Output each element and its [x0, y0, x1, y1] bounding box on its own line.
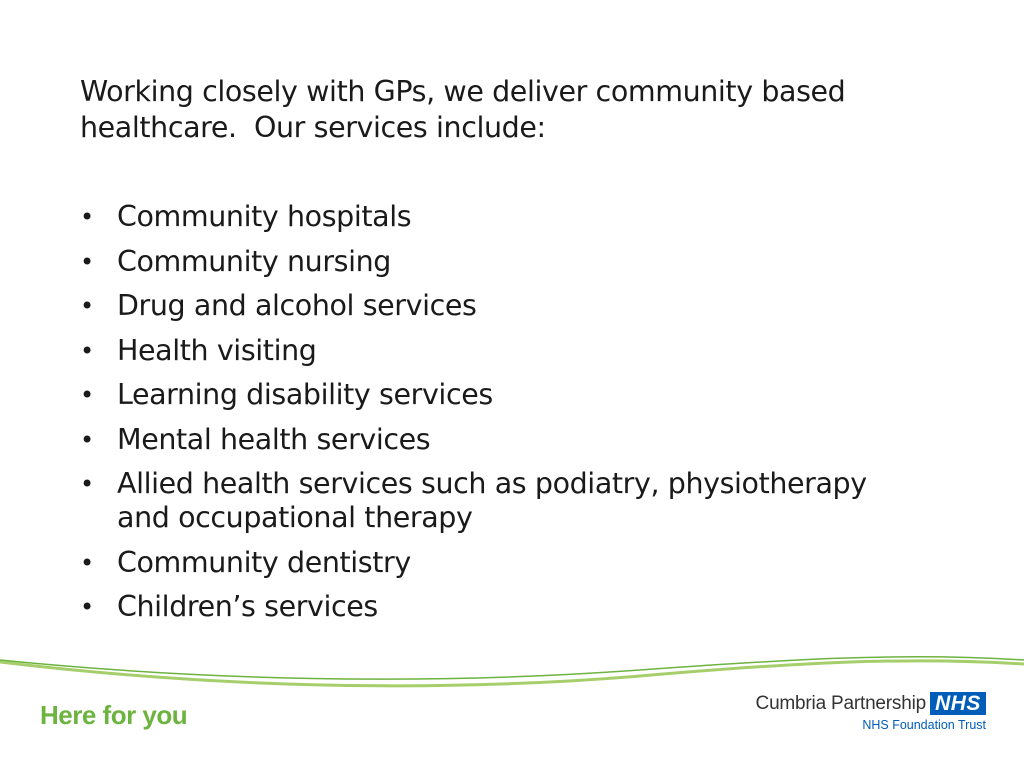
- service-label-line: Health visiting: [117, 333, 317, 367]
- service-label-line: Allied health services such as podiatry, physiotherapy: [117, 467, 867, 500]
- nhs-badge: NHS: [930, 692, 986, 715]
- org-subtitle: NHS Foundation Trust: [862, 718, 986, 732]
- wave-line-lower: [0, 661, 1024, 686]
- bullet-icon: •: [80, 292, 94, 320]
- service-item: [0, 289, 1024, 323]
- service-label: [117, 467, 947, 535]
- service-label: [117, 546, 947, 580]
- service-label-line: and occupational therapy: [117, 501, 473, 534]
- service-item: [0, 467, 1024, 535]
- service-label: [117, 590, 947, 624]
- service-label-line: Mental health services: [117, 422, 431, 456]
- bullet-icon: •: [80, 203, 94, 231]
- intro-paragraph: [80, 74, 960, 146]
- service-label: [117, 378, 947, 412]
- service-label-line: Community nursing: [117, 244, 391, 278]
- service-label-line: Children’s services: [117, 590, 378, 623]
- service-label-line: Community hospitals: [117, 200, 412, 233]
- service-label-line: Community dentistry: [117, 545, 411, 579]
- bullet-icon: •: [80, 336, 94, 365]
- service-item: [0, 590, 1024, 624]
- service-item: [0, 378, 1024, 412]
- service-label-line: Drug and alcohol services: [117, 289, 477, 322]
- service-label-line: Learning disability services: [117, 378, 493, 411]
- intro-line-1: Working closely with GPs, we deliver community based: [80, 75, 846, 108]
- bullet-icon: •: [80, 593, 94, 621]
- service-label: [117, 289, 947, 323]
- bullet-icon: •: [80, 548, 94, 577]
- service-item: [0, 334, 1024, 368]
- org-name: Cumbria Partnership: [755, 693, 926, 714]
- bullet-icon: •: [80, 470, 94, 498]
- service-item: [0, 423, 1024, 457]
- service-label: [117, 200, 947, 234]
- trust-logo: [748, 690, 988, 734]
- bullet-icon: •: [80, 381, 94, 409]
- service-item: [0, 546, 1024, 580]
- service-label: [117, 334, 947, 368]
- service-item: [0, 245, 1024, 279]
- intro-line-2: healthcare. Our services include:: [80, 111, 546, 144]
- service-label: [117, 423, 947, 457]
- tagline: Here for you: [40, 700, 188, 730]
- service-label: [117, 245, 947, 279]
- service-item: [0, 200, 1024, 234]
- bullet-icon: •: [80, 247, 94, 276]
- bullet-icon: •: [80, 425, 94, 454]
